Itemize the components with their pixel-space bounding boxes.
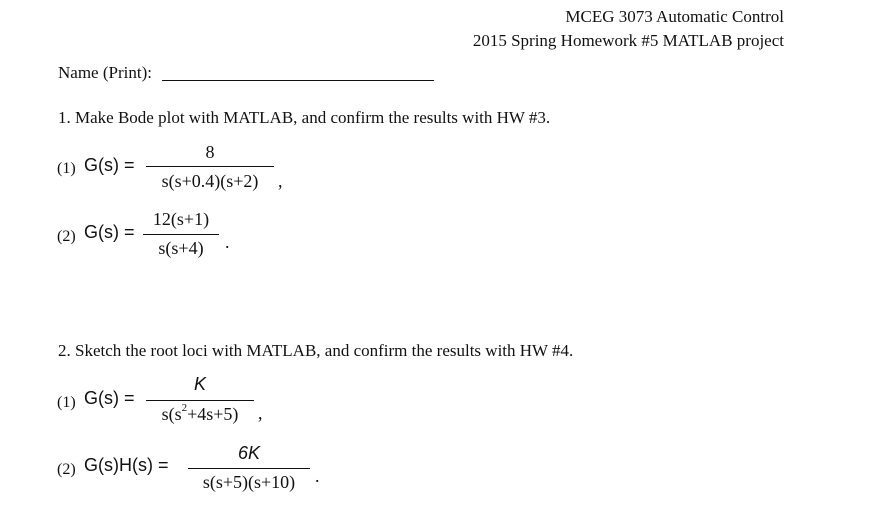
q1-part2-fraction-bar — [143, 234, 219, 235]
q2-part2-lhs: G(s)H(s) = — [84, 455, 169, 475]
assignment-title: 2015 Spring Homework #5 MATLAB project — [472, 31, 784, 50]
q1-part2-label: (2) — [57, 228, 76, 245]
q2-part1-denominator-rest: +4s+5) — [187, 404, 239, 424]
q2-part2-label: (2) — [57, 461, 76, 478]
question-1-text: 1. Make Bode plot with MATLAB, and confirm the results with HW #3. — [58, 108, 551, 127]
q2-part1-lhs: G(s) = — [84, 388, 135, 408]
q2-part2-denominator: s(s+5)(s+10) — [202, 472, 296, 492]
q1-part1-denominator: s(s+0.4)(s+2) — [161, 171, 259, 191]
q2-part1-numerator: K — [193, 374, 206, 394]
q2-part1-punctuation: , — [258, 403, 263, 423]
q1-part2-lhs: G(s) = — [84, 222, 135, 242]
question-2-text: 2. Sketch the root loci with MATLAB, and confirm the results with HW #4. — [58, 341, 574, 360]
q1-part2-numerator: 12(s+1) — [152, 209, 210, 229]
q2-part1-denominator-base: s(s — [161, 404, 182, 424]
q2-part2-numerator: 6K — [237, 443, 261, 463]
q2-part1-denominator-exponent: 2 — [181, 402, 188, 414]
name-label: Name (Print): — [58, 63, 152, 82]
name-blank-line — [162, 80, 434, 81]
q2-part2-punctuation: . — [315, 466, 320, 486]
q1-part1-numerator: 8 — [205, 142, 215, 162]
q2-part1-denominator — [146, 404, 254, 425]
q2-part2-fraction-bar — [188, 468, 310, 469]
q1-part1-fraction-bar — [146, 166, 274, 167]
q1-part2-punctuation: . — [225, 232, 230, 252]
q1-part1-lhs: G(s) = — [84, 155, 135, 175]
q2-part1-fraction-bar — [146, 400, 254, 401]
q1-part1-label: (1) — [57, 160, 76, 177]
course-title: MCEG 3073 Automatic Control — [565, 7, 784, 26]
q1-part1-punctuation: , — [278, 171, 283, 191]
q1-part2-denominator: s(s+4) — [158, 238, 204, 258]
q2-part1-label: (1) — [57, 394, 76, 411]
